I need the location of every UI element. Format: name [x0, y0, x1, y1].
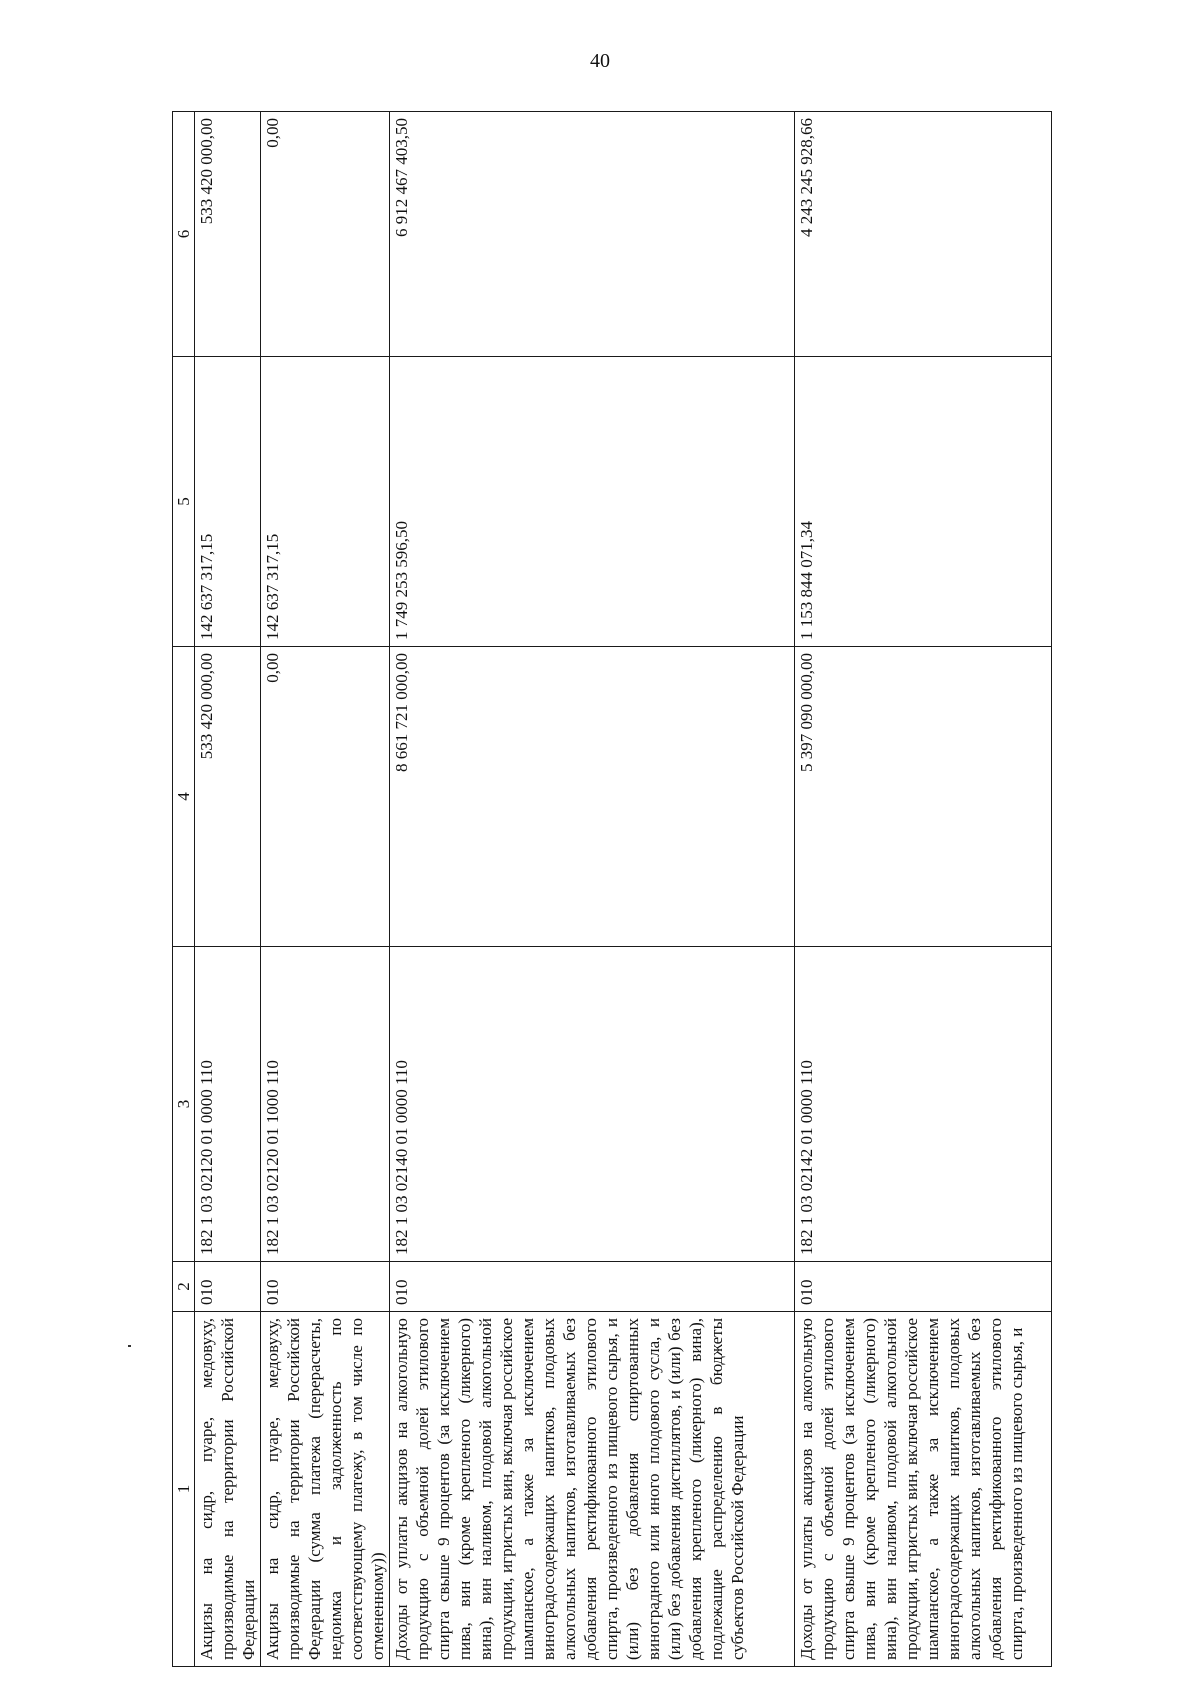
header-col-3: 3 [173, 947, 195, 1262]
header-col-1: 1 [173, 1312, 195, 1667]
income-name-cell: Доходы от уплаты акцизов на алкогольную продукцию с объемной долей этилового спирта свыше 9 процентов (за исключением пива, вин (кроме крепленого (ликерного) вина), вин наливом, плодовой алкогольной продукции, игристых вин, включая российское шампанское, а также за исключением виноградосодержащих напитков, плодовых алкогольных напитков, изготавливаемых без добавления ректификованного этилового спирта, произведенного из пищевого сырья, и [795, 1312, 1052, 1667]
amount-col5-cell: 1 749 253 596,50 [390, 357, 795, 647]
header-col-4: 4 [173, 647, 195, 947]
table-row [390, 112, 795, 1667]
header-col-5: 5 [173, 357, 195, 647]
admin-code-cell: 010 [195, 1262, 261, 1312]
income-name-cell: Акцизы на сидр, пуаре, медовуху, производимые на территории Российской Федерации [195, 1312, 261, 1667]
amount-col6-cell: 4 243 245 928,66 [795, 112, 1052, 357]
income-name-cell: Доходы от уплаты акцизов на алкогольную продукцию с объемной долей этилового спирта свыше 9 процентов (за исключением пива, вин (кроме крепленого (ликерного) вина), вин наливом, плодовой алкогольной продукции, игристых вин, включая российское шампанское, а также за исключением виноградосодержащих напитков, плодовых алкогольных напитков, изготавливаемых без добавления ректификованного этилового спирта, произведенного из пищевого сырья, и (или) без добавления спиртованных виноградного или иного плодового сусла, и (или) без добавления дистиллятов, и (или) без добавления крепленого (ликерного) вина), подлежащие распределению в бюджеты субъектов Российской Федерации [390, 1312, 795, 1667]
income-name-cell: Акцизы на сидр, пуаре, медовуху, производимые на территории Российской Федерации (сумма платежа (перерасчеты, недоимка и задолженность по соответствующему платежу, в том числе по отмененному)) [261, 1312, 390, 1667]
page-number: 40 [590, 50, 610, 72]
amount-col4-cell: 0,00 [261, 647, 390, 947]
admin-code-cell: 010 [261, 1262, 390, 1312]
table-row [195, 112, 261, 1667]
amount-col4-cell: 8 661 721 000,00 [390, 647, 795, 947]
amount-col5-cell: 142 637 317,15 [195, 357, 261, 647]
amount-col5-cell: 1 153 844 071,34 [795, 357, 1052, 647]
table-header-row [173, 112, 195, 1667]
table-row [795, 112, 1052, 1667]
scan-speck [128, 1345, 131, 1347]
amount-col4-cell: 533 420 000,00 [195, 647, 261, 947]
revenue-table [172, 111, 1052, 1667]
header-col-6: 6 [173, 112, 195, 357]
rotated-table-wrapper [172, 112, 1052, 1667]
header-col-2: 2 [173, 1262, 195, 1312]
table-row [261, 112, 390, 1667]
amount-col4-cell: 5 397 090 000,00 [795, 647, 1052, 947]
amount-col6-cell: 6 912 467 403,50 [390, 112, 795, 357]
admin-code-cell: 010 [795, 1262, 1052, 1312]
amount-col6-cell: 533 420 000,00 [195, 112, 261, 357]
kbk-cell: 182 1 03 02140 01 0000 110 [390, 947, 795, 1262]
admin-code-cell: 010 [390, 1262, 795, 1312]
kbk-cell: 182 1 03 02142 01 0000 110 [795, 947, 1052, 1262]
amount-col5-cell: 142 637 317,15 [261, 357, 390, 647]
kbk-cell: 182 1 03 02120 01 1000 110 [261, 947, 390, 1262]
amount-col6-cell: 0,00 [261, 112, 390, 357]
kbk-cell: 182 1 03 02120 01 0000 110 [195, 947, 261, 1262]
